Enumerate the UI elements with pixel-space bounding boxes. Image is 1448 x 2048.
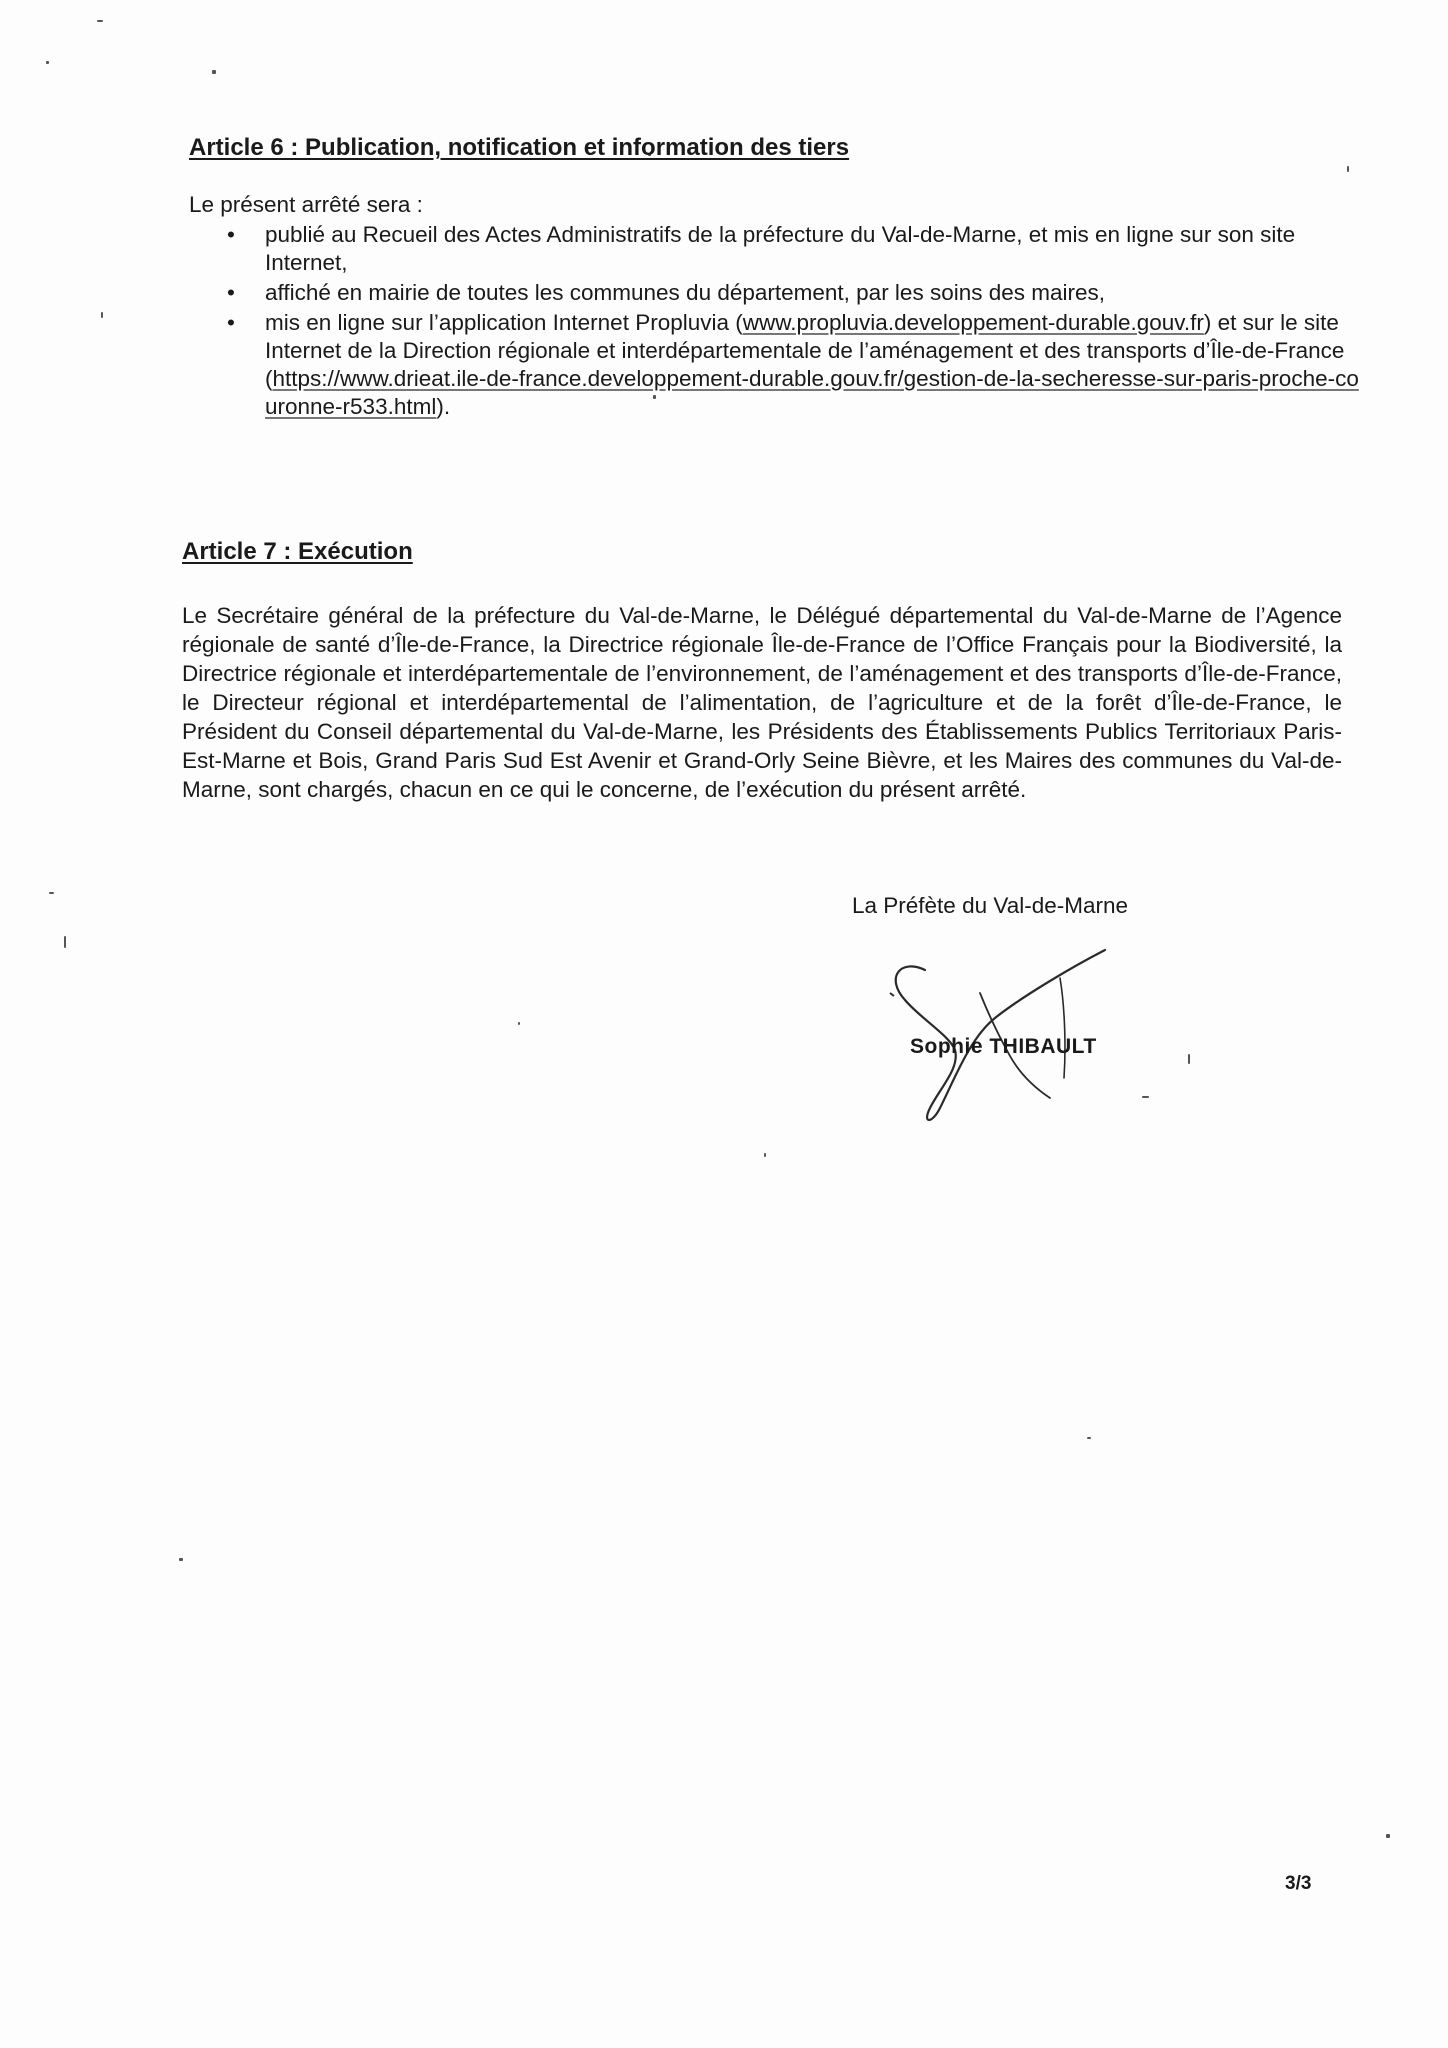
scan-speck bbox=[764, 1153, 766, 1157]
scan-speck bbox=[101, 312, 103, 318]
scan-speck bbox=[518, 1022, 520, 1025]
list-item-text-before: mis en ligne sur l’application Internet Propluvia ( bbox=[265, 310, 743, 335]
article-6-intro: Le présent arrêté sera : bbox=[189, 192, 423, 217]
article-6-list bbox=[227, 221, 1359, 421]
list-item-text: affiché en mairie de toutes les communes du département, par les soins des maires, bbox=[265, 280, 1106, 305]
page-number: 3/3 bbox=[1285, 1873, 1312, 1894]
list-item-text-after: ). bbox=[436, 394, 451, 419]
scan-speck bbox=[1386, 1834, 1390, 1838]
scan-speck bbox=[212, 70, 216, 74]
article-7-heading: Article 7 : Exécution bbox=[182, 538, 413, 565]
list-item-text: publié au Recueil des Actes Administratifs de la préfecture du Val-de-Marne, et mis en ligne sur son site Internet, bbox=[265, 222, 1296, 275]
list-item bbox=[227, 221, 1359, 277]
scan-speck bbox=[46, 61, 49, 64]
propluvia-link[interactable]: www.propluvia.developpement-durable.gouv.fr bbox=[742, 310, 1204, 335]
scan-speck bbox=[1188, 1054, 1190, 1064]
signer-name: Sophie THIBAULT bbox=[910, 1035, 1097, 1058]
scan-speck bbox=[97, 20, 103, 22]
scan-speck bbox=[1087, 1437, 1091, 1439]
scan-speck bbox=[1347, 166, 1349, 172]
bullet-dot-icon: • bbox=[227, 310, 235, 335]
scan-speck bbox=[49, 892, 54, 894]
article-7-body: Le Secrétaire général de la préfecture du Val-de-Marne, le Délégué départemental du Val-de-Marne de l’Agence régionale de santé d’Île-de-France, la Directrice régionale Île-de-France de l’Office Français pour la Biodiversité, la Directrice régionale et interdépartementale de l’environnement, de l’aménagement et des transports d’Île-de-France, le Directeur régional et interdépartemental de l’alimentation, de l’agriculture et de la forêt d’Île-de-France, le Président du Conseil départemental du Val-de-Marne, les Présidents des Établissements Publics Territoriaux Paris-Est-Marne et Bois, Grand Paris Sud Est Avenir et Grand-Orly Seine Bièvre, et les Maires des communes du Val-de-Marne, sont chargés, chacun en ce qui le concerne, de l’exécution du présent arrêté. bbox=[182, 603, 1342, 802]
list-item bbox=[227, 279, 1359, 307]
signer-title: La Préfète du Val-de-Marne bbox=[852, 893, 1128, 918]
scan-speck bbox=[179, 1558, 183, 1561]
article-6-heading: Article 6 : Publication, notification et information des tiers bbox=[189, 134, 850, 161]
scan-speck bbox=[64, 936, 66, 948]
bullet-dot-icon: • bbox=[227, 222, 235, 247]
list-item-text-middle: ) et sur le site Internet de la Direction régionale et interdépartementale de l’aménagement et des transports d’Île-de-France ( bbox=[265, 310, 1345, 391]
drieat-link[interactable]: https://www.drieat.ile-de-france.developpement-durable.gouv.fr/gestion-de-la-secheresse-sur-paris-proche-couronne-r533.html bbox=[265, 366, 1359, 419]
bullet-dot-icon: • bbox=[227, 280, 235, 305]
list-item bbox=[227, 309, 1359, 421]
